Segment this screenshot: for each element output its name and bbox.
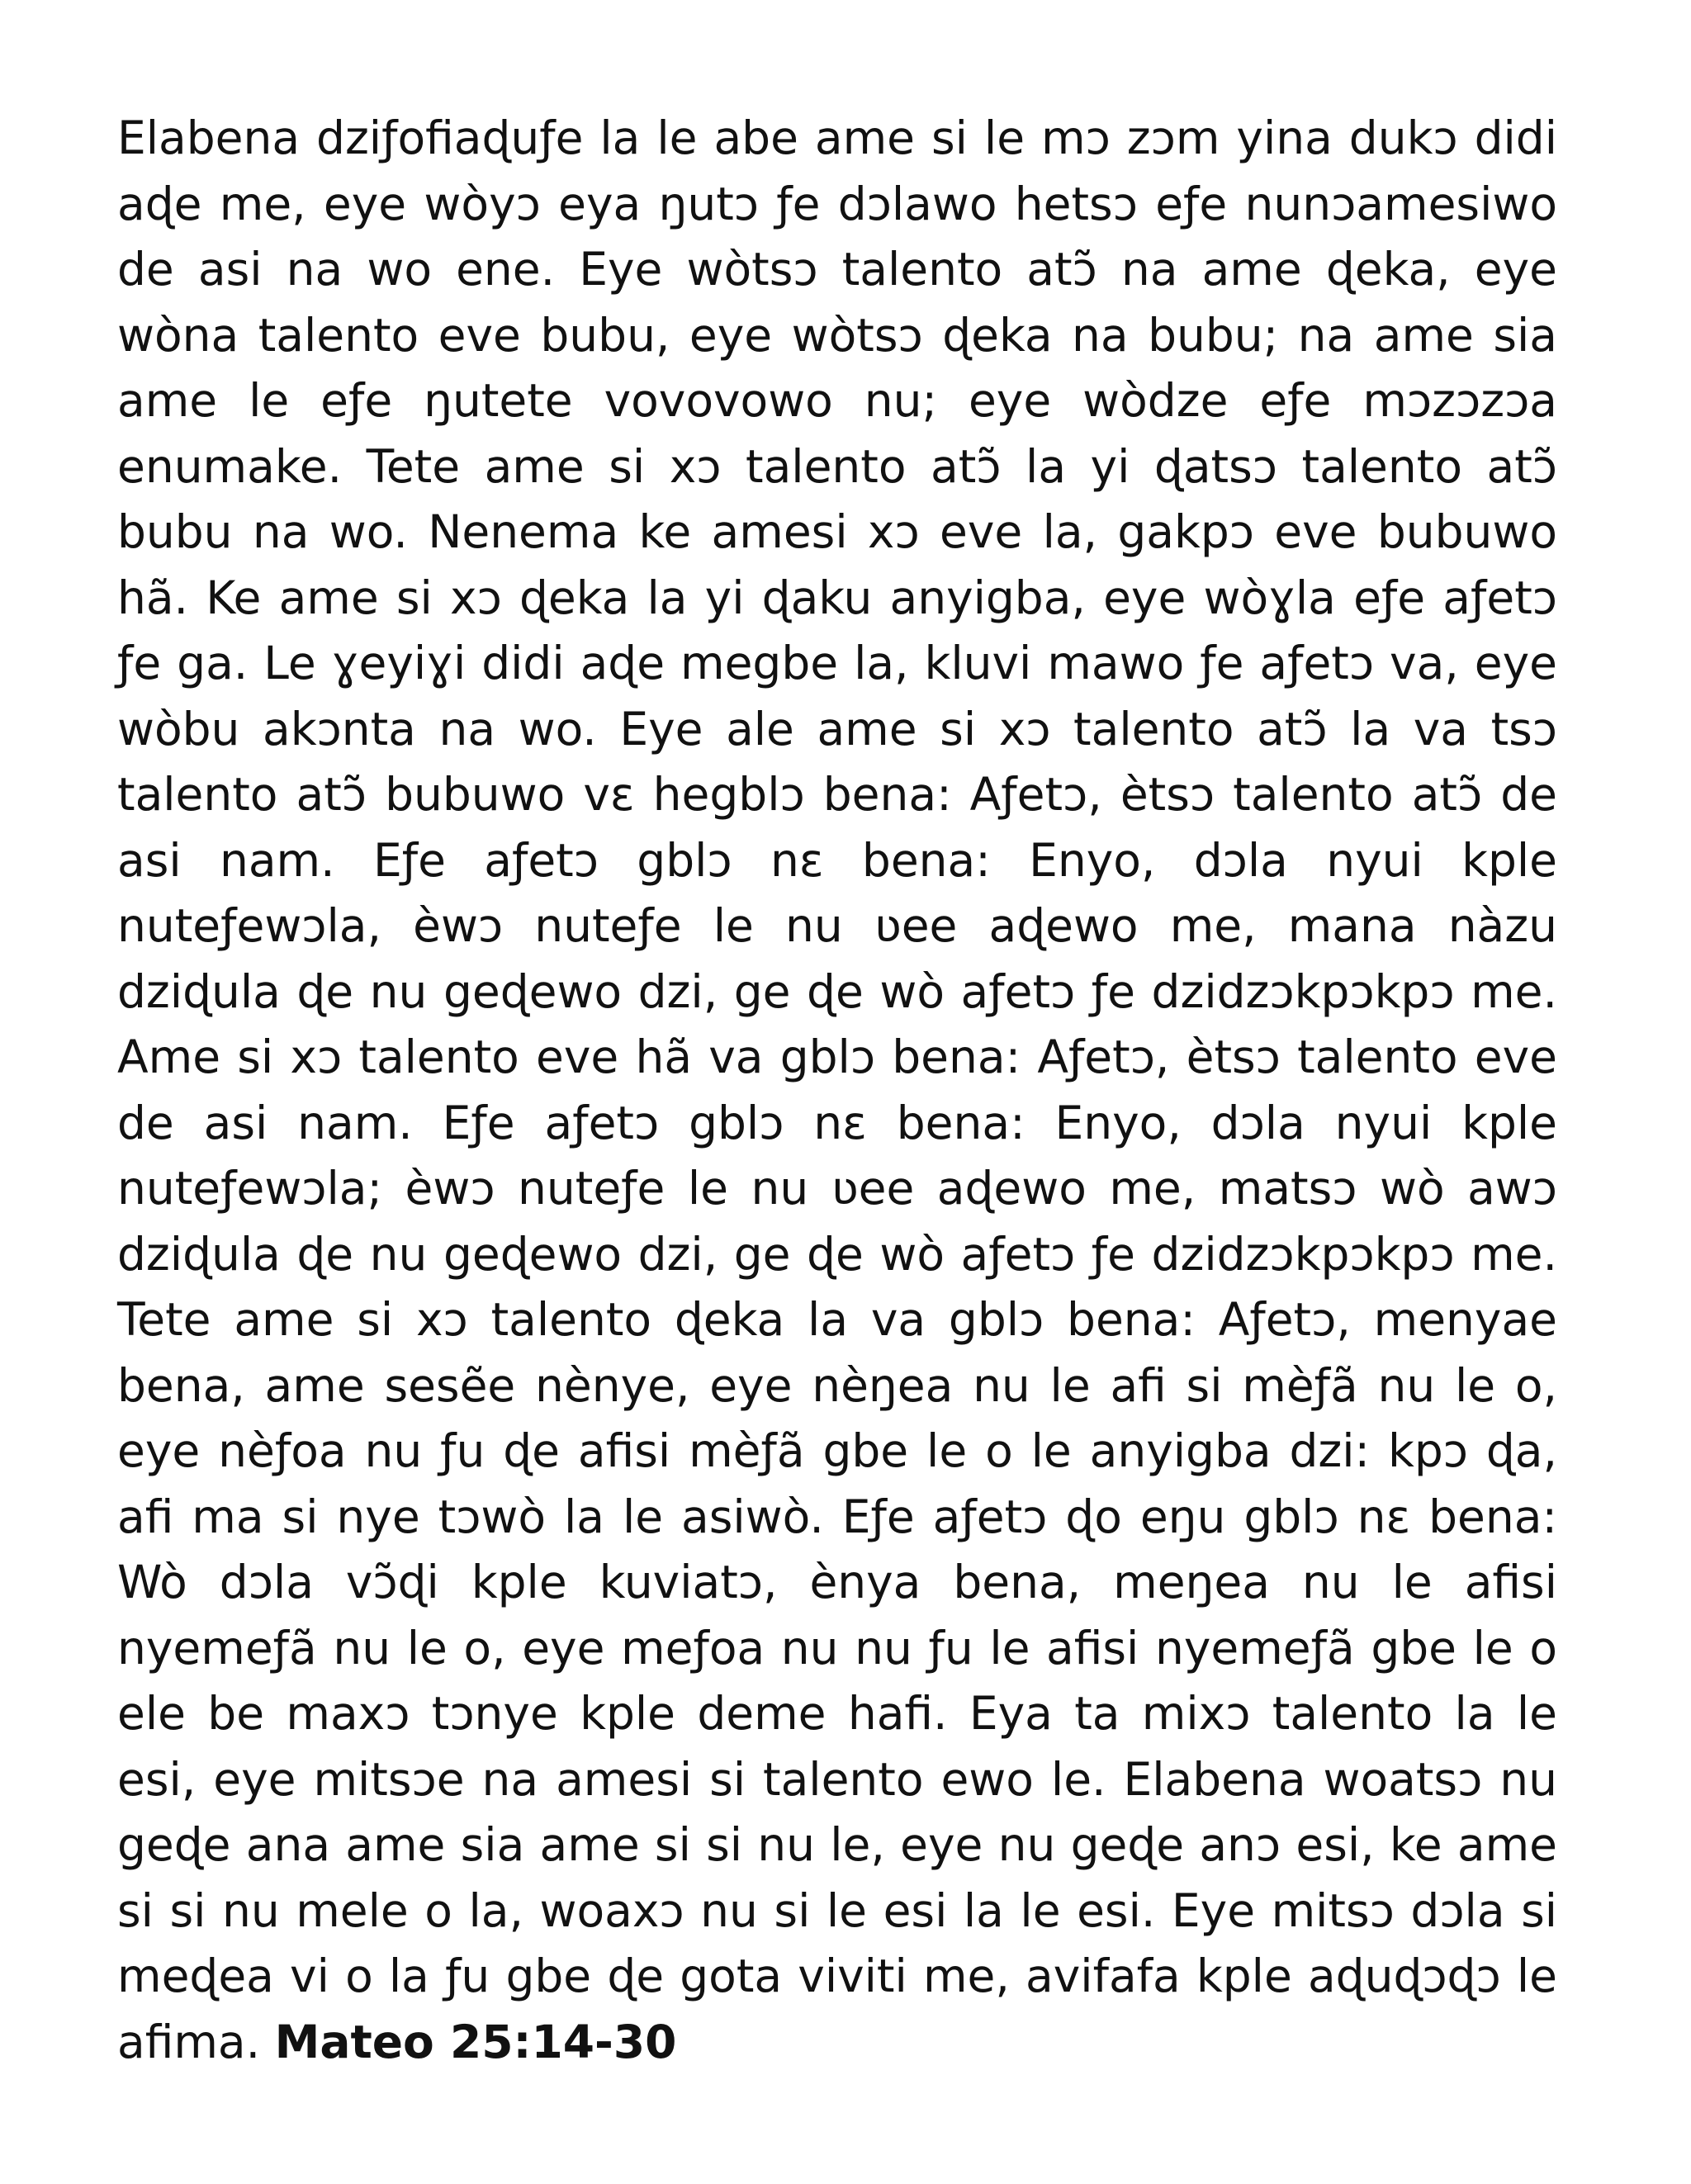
scripture-reference: Mateo 25:14-30 [274,2015,677,2068]
document-page [117,106,1557,2075]
scripture-passage [117,106,1557,2075]
passage-text: Elabena dziƒofiaɖuƒe la le abe ame si le mɔ zɔm yina dukɔ didi aɖe me, eye wòyɔ eya ŋutɔ ƒe dɔlawo hetsɔ eƒe nunɔamesiwo de asi na wo ene. Eye wòtsɔ talento atɔ̃ na ame ɖeka, eye wòna talento eve bubu, eye wòtsɔ ɖeka na bubu; na ame sia ame le eƒe ŋutete vovovowo nu; eye wòdze eƒe mɔzɔzɔa enumake. Tete ame si xɔ talento atɔ̃ la yi ɖatsɔ talento atɔ̃ bubu na wo. Nenema ke amesi xɔ eve la, gakpɔ eve bubuwo hã. Ke ame si xɔ ɖeka la yi ɖaku anyigba, eye wòɣla eƒe aƒetɔ ƒe ga. Le ɣeyiɣi didi aɖe megbe la, kluvi mawo ƒe aƒetɔ va, eye wòbu akɔnta na wo. Eye ale ame si xɔ talento atɔ̃ la va tsɔ talento atɔ̃ bubuwo vɛ hegblɔ bena: Aƒetɔ, ètsɔ talento atɔ̃ de asi nam. Eƒe aƒetɔ gblɔ nɛ bena: Enyo, dɔla nyui kple nuteƒewɔla, èwɔ nuteƒe le nu ʋee aɖewo me, mana nàzu dziɖula ɖe nu geɖewo dzi, ge ɖe wò aƒetɔ ƒe dzidzɔkpɔkpɔ me. Ame si xɔ talento eve hã va gblɔ bena: Aƒetɔ, ètsɔ talento eve de asi nam. Eƒe aƒetɔ gblɔ nɛ bena: Enyo, dɔla nyui kple nuteƒewɔla; èwɔ nuteƒe le nu ʋee aɖewo me, matsɔ wò awɔ dziɖula ɖe nu geɖewo dzi, ge ɖe wò aƒetɔ ƒe dzidzɔkpɔkpɔ me. Tete ame si xɔ talento ɖeka la va gblɔ bena: Aƒetɔ, menyae bena, ame sesẽe nènye, eye nèŋea nu le afi si mèƒã nu le o, eye nèƒoa nu ƒu ɖe afisi mèƒã gbe le o le anyigba dzi: kpɔ ɖa, afi ma si nye tɔwò la le asiwò. Eƒe aƒetɔ ɖo eŋu gblɔ nɛ bena: Wò dɔla vɔ̃ɖi kple kuviatɔ, ènya bena, meŋea nu le afisi nyemeƒã nu le o, eye meƒoa nu nu ƒu le afisi nyemeƒã gbe le o ele be maxɔ tɔnye kple deme hafi. Eya ta mixɔ talento la le esi, eye mitsɔe na amesi si talento ewo le. Elabena woatsɔ nu geɖe ana ame sia ame si si nu le, eye nu geɖe anɔ esi, ke ame si si nu mele o la, woaxɔ nu si le esi la le esi. Eye mitsɔ dɔla si meɖea vi o la ƒu gbe ɖe gota viviti me, avifafa kple aɖuɖɔɖɔ le afima. [117,111,1557,2068]
